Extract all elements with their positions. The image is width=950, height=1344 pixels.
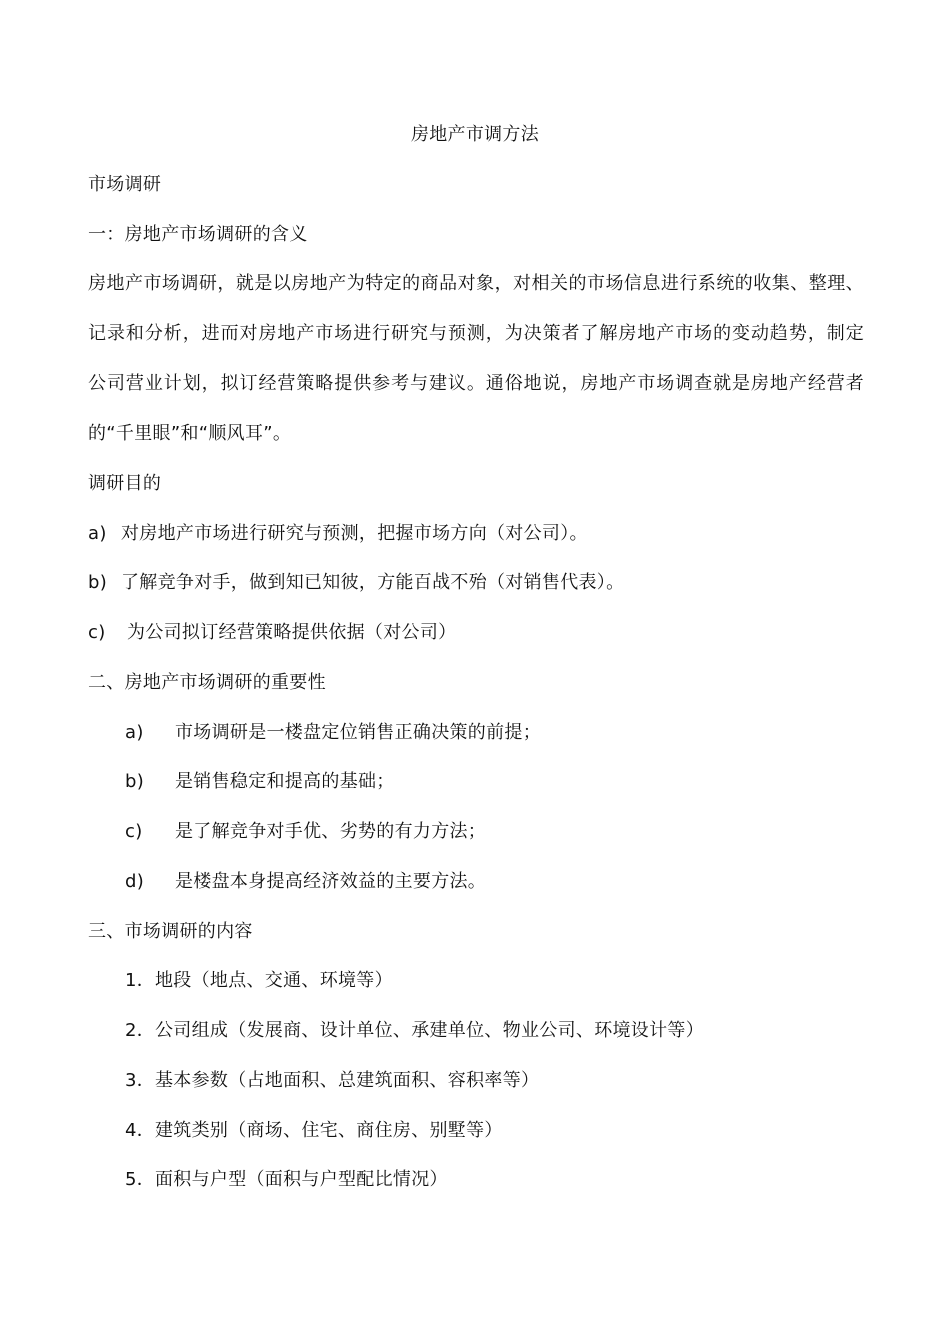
content-item (125, 1019, 704, 1043)
paragraph-line-4: 的“千里眼”和“顺风耳”。 (88, 423, 292, 444)
list-item-text: 基本参数（占地面积、总建筑面积、容积率等） (155, 1070, 540, 1091)
list-item-text: 是销售稳定和提高的基础； (175, 771, 395, 792)
document-title: 房地产市调方法 (410, 124, 540, 145)
list-item-text: 是楼盘本身提高经济效益的主要方法。 (175, 871, 487, 892)
list-item-text: 公司组成（发展商、设计单位、承建单位、物业公司、环境设计等） (155, 1020, 704, 1041)
importance-item (125, 721, 541, 745)
list-item-text: 面积与户型（面积与户型配比情况） (155, 1169, 448, 1190)
list-item-text: 建筑类别（商场、住宅、商住房、别墅等） (155, 1120, 503, 1141)
content-item (125, 1119, 503, 1143)
list-marker: b) (88, 572, 108, 593)
list-item-text: 了解竞争对手，做到知已知彼，方能百战不殆（对销售代表）。 (121, 572, 625, 593)
list-marker: 5． (125, 1169, 156, 1190)
content-item (125, 969, 393, 993)
heading-importance: 二、房地产市场调研的重要性 (88, 672, 326, 693)
importance-item (125, 770, 395, 794)
section-heading-market-research: 市场调研 (88, 174, 162, 195)
list-item-text: 为公司拟订经营策略提供依据（对公司） (121, 622, 457, 643)
list-item-text: 是了解竞争对手优、劣势的有力方法； (175, 821, 487, 842)
paragraph-line-1: 房地产市场调研，就是以房地产为特定的商品对象，对相关的市场信息进行系统的收集、整理、 (88, 273, 864, 294)
paragraph-line-2: 记录和分析，进而对房地产市场进行研究与预测，为决策者了解房地产市场的变动趋势，制定 (88, 323, 864, 344)
heading-content: 三、市场调研的内容 (88, 921, 253, 942)
heading-definition: 一：房地产市场调研的含义 (88, 224, 308, 245)
importance-item (125, 820, 486, 844)
list-item-text: 市场调研是一楼盘定位销售正确决策的前提； (175, 722, 541, 743)
list-item-text: 地段（地点、交通、环境等） (155, 970, 393, 991)
heading-purpose: 调研目的 (88, 473, 162, 494)
list-marker: b) (125, 771, 145, 792)
list-marker: 3． (125, 1070, 156, 1091)
list-marker: c) (125, 821, 143, 842)
list-item-text: 对房地产市场进行研究与预测，把握市场方向（对公司）。 (121, 523, 588, 544)
importance-item (125, 870, 486, 894)
list-marker: c) (88, 622, 106, 643)
paragraph-line-3: 公司营业计划，拟订经营策略提供参考与建议。通俗地说，房地产市场调查就是房地产经营者 (88, 373, 864, 394)
list-marker: a) (88, 523, 107, 544)
list-marker: 4． (125, 1120, 156, 1141)
purpose-item (88, 522, 588, 546)
list-marker: a) (125, 722, 144, 743)
list-marker: d) (125, 871, 145, 892)
content-item (125, 1069, 539, 1093)
list-marker: 2． (125, 1020, 156, 1041)
purpose-item (88, 621, 456, 645)
content-item (125, 1168, 448, 1192)
list-marker: 1． (125, 970, 156, 991)
purpose-item (88, 571, 624, 595)
